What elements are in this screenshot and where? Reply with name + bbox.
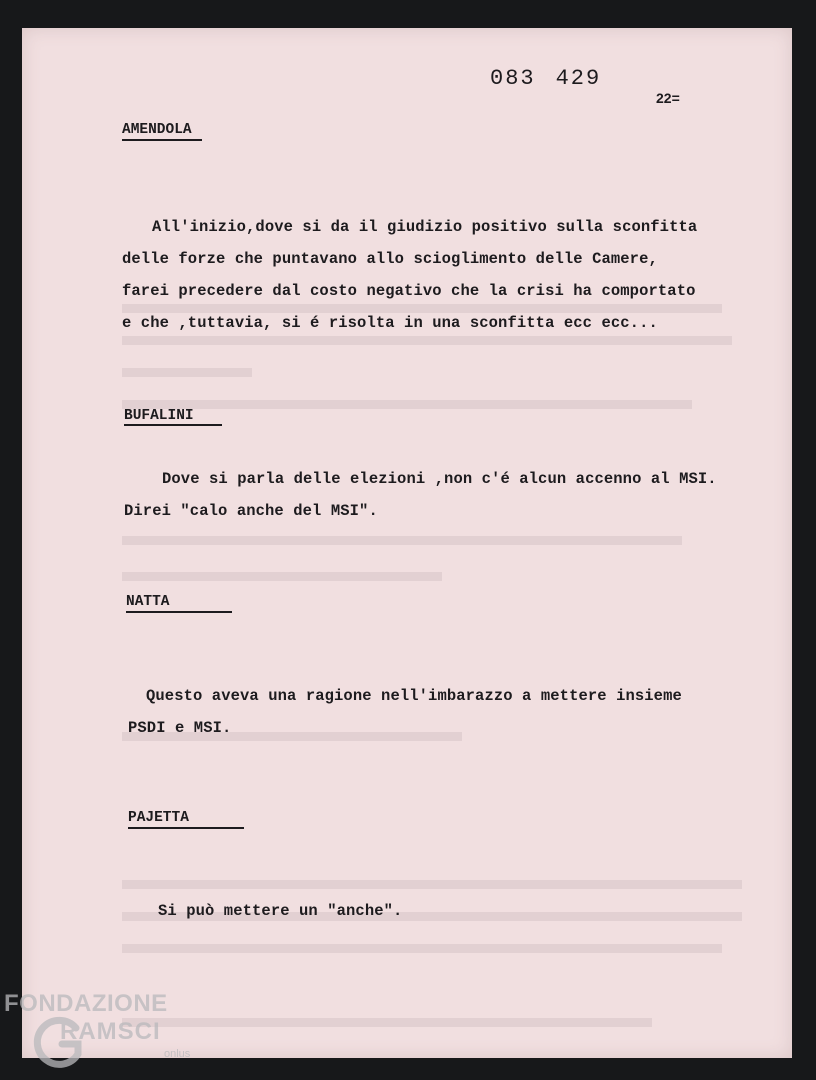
text-line: delle forze che puntavano allo scioglimento delle Camere, (122, 250, 658, 268)
text-line: Dove si parla delle elezioni ,non c'é alcun accenno al MSI. (162, 470, 717, 488)
typed-page (22, 28, 792, 1058)
heading-underline (124, 424, 222, 426)
bleed-through (22, 28, 792, 1058)
heading-underline (122, 139, 202, 141)
speaker-heading: BUFALINI (124, 408, 194, 424)
page-number: 22= (656, 90, 680, 106)
speaker-heading: NATTA (126, 594, 170, 610)
text-line: Questo aveva una ragione nell'imbarazzo a mettere insieme (146, 687, 682, 705)
document-number-part-1: 083 (490, 66, 536, 91)
heading-underline (126, 611, 232, 613)
heading-underline (128, 827, 244, 829)
text-line: All'inizio,dove si da il giudizio positivo sulla sconfitta (152, 218, 698, 236)
speaker-heading: AMENDOLA (122, 122, 192, 138)
speaker-heading: PAJETTA (128, 810, 189, 826)
text-line: Si può mettere un "anche". (158, 902, 403, 920)
text-line: farei precedere dal costo negativo che la crisi ha comportato (122, 282, 696, 300)
document-number (490, 66, 621, 91)
watermark-line-1: FONDAZIONE (4, 990, 168, 1017)
text-line: Direi "calo anche del MSI". (124, 502, 378, 520)
text-line: PSDI e MSI. (128, 719, 232, 737)
watermark-line-3: onlus (164, 1048, 191, 1060)
text-line: e che ,tuttavia, si é risolta in una sconfitta ecc ecc... (122, 314, 658, 332)
document-number-part-2: 429 (555, 66, 602, 91)
watermark-line-2: RAMSCI (60, 1018, 161, 1045)
